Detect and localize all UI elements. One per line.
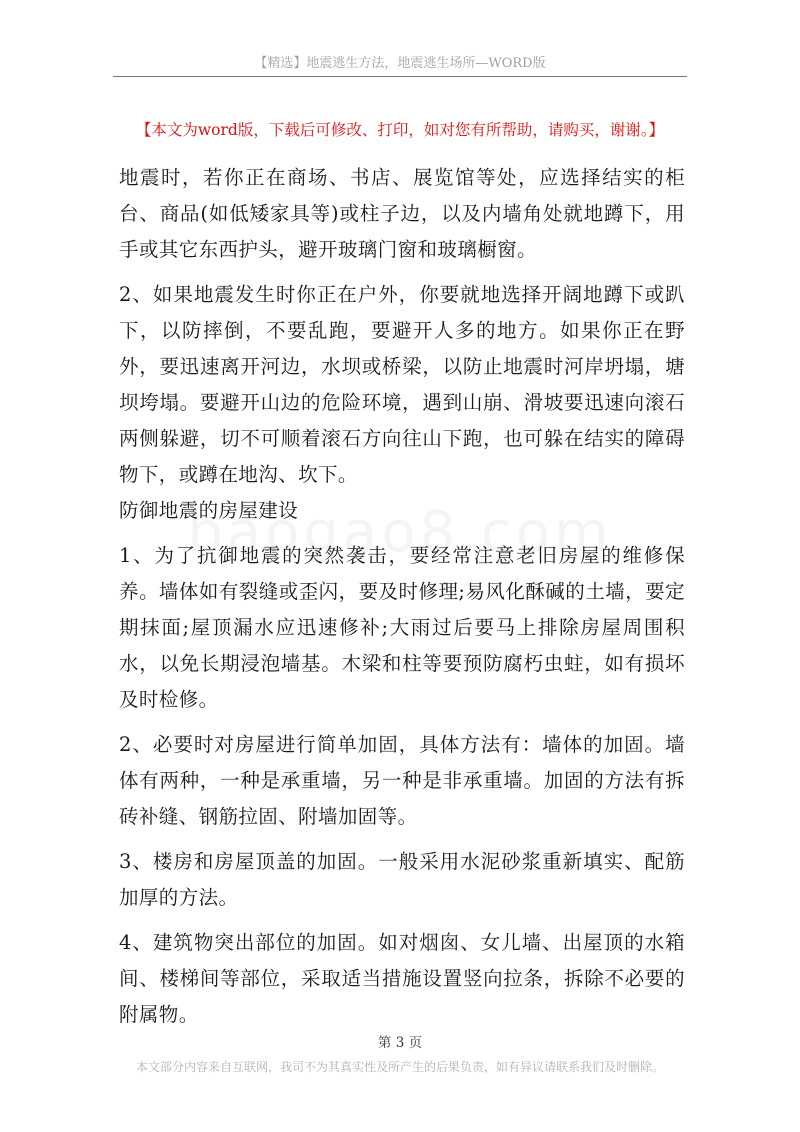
- page-footer-disclaimer: 本文部分内容来自互联网，我司不为其真实性及所产生的后果负责，如有异议请联系我们及时删除。: [135, 1060, 664, 1074]
- paragraph-protrusion-reinforcement: 4、建筑物突出部位的加固。如对烟囱、女儿墙、出屋顶的水箱间、楼梯间等部位，采取适当措施设置竖向拉条，拆除不必要的附属物。: [119, 931, 685, 1026]
- header-rule: [113, 76, 687, 77]
- paragraph-outdoor-safety: 2、如果地震发生时你正在户外，你要就地选择开阔地蹲下或趴下，以防摔倒，不要乱跑，要避开人多的地方。如果你正在野外，要迅速离开河边，水坝或桥梁，以防止地震时河岸坍塌，塘坝垮塌。要避开山边的危险环境，遇到山崩、滑坡要迅速向滚石两侧躲避，切不可顺着滚石方向往山下跑，也可躲在结实的障碍物下，或蹲在地沟、坎下。: [119, 283, 685, 486]
- paragraph-mall-safety: 地震时，若你正在商场、书店、展览馆等处，应选择结实的柜台、商品(如低矮家具等)或柱子边，以及内墙角处就地蹲下，用手或其它东西护头，避开玻璃门窗和玻璃橱窗。: [119, 166, 685, 261]
- section-heading-house-construction: 防御地震的房屋建设: [119, 499, 299, 522]
- page-number: 第 3 页: [377, 1035, 423, 1051]
- paragraph-maintenance: 1、为了抗御地震的突然袭击，要经常注意老旧房屋的维修保养。墙体如有裂缝或歪闪，要及时修理;易风化酥碱的土墙，要定期抹面;屋顶漏水应迅速修补;大雨过后要马上排除房屋周围积水，以免长期浸泡墙基。木梁和柱等要预防腐朽虫蛀，如有损坏及时检修。: [119, 544, 685, 711]
- paragraph-reinforcement: 2、必要时对房屋进行简单加固，具体方法有：墙体的加固。墙体有两种，一种是承重墙，另一种是非承重墙。加固的方法有拆砖补缝、钢筋拉固、附墙加固等。: [119, 733, 685, 828]
- paragraph-roof-reinforcement: 3、楼房和房屋顶盖的加固。一般采用水泥砂浆重新填实、配筋加厚的方法。: [119, 850, 685, 909]
- page-header: 【精选】地震逃生方法，地震逃生场所—WORD版: [254, 56, 546, 71]
- purchase-notice: 【本文为word版，下载后可修改、打印，如对您有所帮助，请购买，谢谢。】: [135, 121, 665, 139]
- body-content: [119, 160, 685, 1042]
